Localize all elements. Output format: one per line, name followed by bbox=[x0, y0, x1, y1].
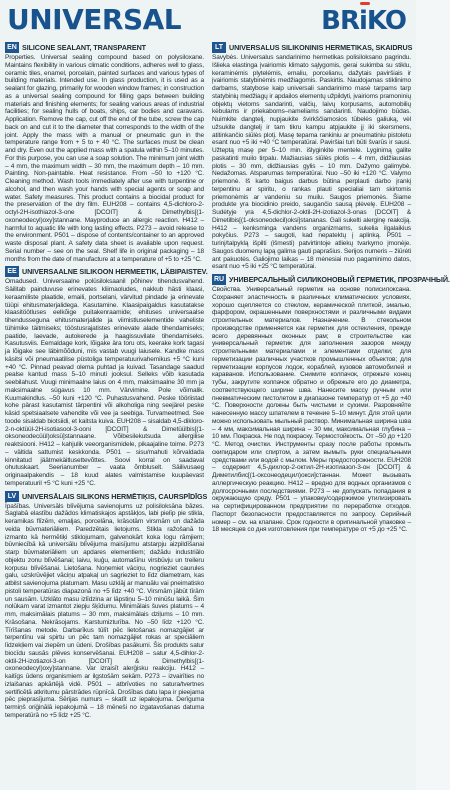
section-title: UNIVERSĀLAIS SILIKONS HERMĒTIĶIS, CAURSPĪDĪGS bbox=[22, 491, 208, 501]
section-header bbox=[212, 42, 411, 53]
language-code-badge: RU bbox=[214, 276, 225, 283]
section-title: SILICONE SEALANT, TRANSPARENT bbox=[22, 43, 146, 52]
section-text: Omadused. Universaalne polüsiloksaanil põhinev tihendusvahend. Säilitab painduvuse erinevates kliimaoludes, nakkub hästi klaasi, keraamiliste plaatide, emaili, portselani, värvitud pindade ja erinevate tüüpi ehitusmaterjalidega. Kasutamine. Klaasipaigaldus kasutatakse klaasitöötluses eelkõige puitakenraamide; ehituses universaalse tihendusseguna ehitusmaterjalide ja viimistluselementide vaheliste tühimike täitmiseks; tööstusrajatistes erinevate alade tihendamiseks; paatide, laevade, autokerede ja haagissuvilate tihendamiseks. Kasutusviis. Eemaldage kork, lõigake ära toru ots, keerake kork tagasi ja lõigake see läbimõõduni, mis vastab vuugi laiusele. Kandke mass käsitsi või pneumaatilise püstoliga temperatuurivahemikus +5 °C kuni +40 °C. Pinnad peavad olema puhtad ja kuivad. Tasandage saadud pealse kantud mass 5–10 minuti jooksul. Selleks võib kasutada seebilahust. Vuugi minimaalne laius on 4 mm, maksimaalne 30 mm ja maksimaalne sügavus 10 mm. Värvimine. Pole võimalik. Kuumakindlus. –50 kuni +120 °C. Puhastusvahend. Peske tööriistad kohe pärast kasutamist tärpentini või alkoholiga ning seejärel peske käsid spetsiaalsete vahendite või vee ja seebiga. Turvameetmed. See toode sisaldab biotsiidi, et kaitsta kuiva. EUH208 – sisaldab 4,5-dikloro-2-n-oktüül-2H-isotiasool-3-ooni [DCOIT] & Dimetüülbis[(1-oksoneodecüül)oksü]stannaane. Võibesilekutsuda allergilise reaktsiooni. H412 – kahjulik veeorganismidele, pikaajaline toime. P273 – vältida sattumist keskkonda. P501 – sisu/mahuti kõrvaldada kinnitatud jäätmekäitlusettevõttes. Soovi korral on saadaval ohutuskaart. Seerianumber – vaata õmbluselt. Säilivusaeg originaalpakendis – 18 kuud alates valmistamise kuupäevast temperatuuril +5 °C kuni +25 °C. bbox=[5, 278, 204, 487]
right-column bbox=[212, 42, 450, 784]
section-text: Īpašības. Universāls blīvējuma savienojums uz polisiloksāna bāzes. Saglabā elastību dažādos klimatiskajos apstākļos, labi pielīp pie stikla, keramikas flīzēm, emaljas, porcelāna, krāsotām virsmām un dažāda veida būvmateriāliem. Paredzētais lietojums. Stikla ražošanā to izmanto kā hermētiķi stiklojumam, galvenokārt koka logu rāmjiem; būvniecībā kā universālu blīvējuma maisījumu atstarpju aizpildīšanai starp būvmateriāliem un apdares elementiem; dažādu industriālo objektu zonu blīvēšanai; laivu, kuģu, automašīnu virsbūvju un treileru korpusu blīvēšanai. Lietošana. Noņemiet vāciņu, nogrieziet caurules galu, uzskrūvējiet vāciņu atpakaļ un sagrieziet to līdz diametram, kas atbilst savienojuma platumam. Masu uzklāj ar manuālu vai pneimatisko pistoli temperatūras diapazonā no +5 līdz +40 °C. Virsmām jābūt tīrām un sausām. Uzklāto masu izlīdzina ar lāpstiņu 5–10 minūšu laikā. Šim nolūkam varat izmantot ziepju šķīdumu. Minimālais šuves platums – 4 mm, maksimālais platums – 30 mm, maksimālais dziļums – 10 mm. Krāsošana. Nekrāsojams. Karstumizturība. No –50 līdz +120 °C. Tīrīšanas metode. Darbarīkus tūlīt pēc lietošanas nomazgājiet ar terpentīnu vai spirtu un pēc tam nomazgājiet rokas ar speciāliem līdzekļiem vai ziepēm un ūdeni. Drošības pasākumi. Šis produkts satur biocīdu sausās plēves konservēšanai. EUH208 – satur 4,5-dihlor-2-oktil-2H-izotiazol-3-on [DCOIT] & Dimethylbis[(1-oxoneodecyl)oxy]stannane. Var izraisīt alerģisku reakciju. H412 – kaitīgs ūdens organismiem ar ilgstošām sekām. P273 – izvairīties no izlaišanas apkārtējā vidē. P501 – atbrīvoties no satura/tvertnes sertificētā atkritumu pārstrādes rūpnīcā. Drošības datu lapa ir pieejama pēc pieprasījuma. Sērijas numurs – skatīt uz iepakojuma. Derīguma termiņš oriģinālā iepakojumā – 18 mēneši no izgatavošanas datuma temperatūrā no +5 līdz +25 °C. bbox=[5, 502, 204, 719]
language-code-badge: EN bbox=[5, 42, 19, 53]
language-code-badge: EE bbox=[5, 266, 19, 277]
section-lt bbox=[212, 42, 411, 271]
logo-accent-icon bbox=[360, 2, 370, 5]
brand-logo: BRiKO bbox=[321, 6, 406, 36]
language-code-badge: LT bbox=[212, 42, 226, 53]
language-code-badge: LV bbox=[5, 491, 19, 502]
section-header bbox=[5, 266, 208, 277]
section-header bbox=[212, 274, 450, 285]
section-header bbox=[5, 491, 208, 502]
left-column bbox=[5, 42, 208, 784]
section-ru bbox=[212, 274, 450, 534]
section-text: Savybės. Universalus sandarinimo hermetikas polisiloksano pagrindu. Išlieka elastinga įvairiomis klimato sąlygomis, gerai sukimba su stiklu, keraminėmis plytelėmis, emaliu, porcelianu, dažytais paviršiais ir įvairiomis statybinėmis medžiagomis. Paskirtis. Naudojamas stiklinimo darbams, statybose kaip universali sandarinimo masė tarpams tarp statybinių medžiagų ir apdailos elementų užpildyti, įvairioms pramoninių objektų vietoms sandarinti, valčių, laivų korpusams, automobilių kėbulams ir priekaboms–nameliams sandarinti. Naudojimo būdas. Nuimkite dangtelį, nupjaukite švirkščiamosios tūbelės galiuką, vėl užsukite dangtelį ir tam tikru kampu atpjaukite jį iki skersmens, atitinkančio siūlės plotį. Masę tepama rankiniu ar pneumatiniu pistoletu esant nuo +5 iki +40 °C temperatūrai. Paviršiai turi būti švarūs ir sausi. Užteptą masę per 5–10 min. išlyginkite mentele. Lyginimą galite paskatinti muilo tirpalu. Mažiausias siūlės plotis – 4 mm, didžiausias plotis – 30 mm, didžiausias gylis – 10 mm. Dažymo galimybė. Nedažomas. Atsparumas temperatūrai. Nuo –50 iki +120 °C. Valymo priemonė. Iš karto baigus darbus būtina perplauti darbo įrankį terpentinu ar spiritu, o rankas plauti specialiai tam skirtomis priemonėmis ar vandeniu su muilu. Saugos priemonės. Šiame produkte yra biocidinio preido, saugančio sausą plėvelę. EUH208 – Sudėtyje yra 4,5-dichlor-2-oktil-2H-izotiazol-3-onas [DCOIT] & Dimetilbis[(1-oksoneodecil)oksi]stananas. Gali sukelti alerginę reakciją. H412 – kenksminga vandens organizmams, sukelia ilgalaikius pokyčius. P273 – saugoti, kad nepatektų į aplinką. P501 – turinį/talpyklą išpilti (išmesti) patvirtintoje atliekų tvarkymo įmonėje. Saugos duomenų lapą galima gauti paprašius. Serijos numeris – žiūrėti ant pakuotės. Galiojimo laikas – 18 mėnesiai nuo pagaminimo datos, esant nuo +5 iki +25 °C temperatūrai. bbox=[212, 54, 411, 271]
section-title: UNIVERSALUS SILIKONINIS HERMETIKAS, SKAIDRUS bbox=[229, 43, 413, 52]
product-title: UNIVERSAL bbox=[7, 3, 182, 36]
section-ee bbox=[5, 266, 208, 487]
label-header bbox=[0, 0, 416, 40]
section-lv bbox=[5, 491, 208, 720]
section-text: Properties. Universal sealing compound based on polysiloxane. Maintains flexibility in various climatic conditions, adheres well to glass, ceramic tiles, enamel, porcelain, painted surfaces and various types of building materials. Intended use. In glass production, it is used as a sealant for glazing, primarily for wooden window frames; in construction as a universal sealing compound for filling gaps between building materials and finishing elements; for sealing various areas of industrial facilities; for sealing hulls of boats, ships, car bodies and caravans. Application. Remove the cap, cut off the end of the tube, screw the cap back on and cut it to the diameter that corresponds to the width of the joint. Apply the mass with a manual or pneumatic gun in the temperature range from + 5 to + 40 °C. The surfaces must be clean and dry. Even out the applied mass with a spatula within 5–10 minutes. For this purpose, you can use a soap solution. The minimum joint width – 4 mm, the maximum width – 30 mm, the maximum depth – 10 mm. Painting. Non-paintable. Heat resistance. From –50 to +120 °C. Cleaning method. Wash tools immediately after use with turpentine or alcohol, and then wash your hands with special agents or soap and water. Safety measures. This product contains a biocidal product for the preservation of the dry film. EUH208 – contains 4,5-dichloro-2-octyl-2H-isothiazol-3-one [DCOIT] & Dimethylbis[(1-oxoneodecyl)oxy]stannane. Mayproduce an allergic reaction. H412 – harmful to aquatic life with long lasting effects. P273 – avoid release to the environment. P501 – dispose of contents/container to an approved waste disposal plant. A safety data sheet is available upon request. Serial number – see on the seal. Shelf life in original packaging – 18 months from the date of manufacture at a temperature of +5 to +25 °C. bbox=[5, 54, 204, 263]
section-title: UNIVERSAALNE SILIKOON HERMEETIK, LÄBIPAISTEV. bbox=[22, 267, 208, 277]
section-header bbox=[5, 42, 204, 53]
section-en bbox=[5, 42, 204, 263]
section-title: УНИВЕРСАЛЬНЫЙ СИЛИКОНОВЫЙ ГЕРМЕТИК, ПРОЗРАЧНЫЙ. bbox=[229, 275, 450, 284]
section-text: Свойства. Универсальный герметик на основе полисилоксана. Сохраняет эластичность в различных климатических условиях, хорошо сцепляется со стеклом, керамической плиткой, эмалью, фарфором, окрашенными поверхностями и различными видами строительных материалов. Назначение. В стекольном производстве применяется как герметик для остекления, прежде всего деревянных оконных рам; в строительстве как универсальный герметик для заполнения зазоров между строительными материалами и элементами отделки; для герметизации различных участков промышленных объектов; для герметизации корпусов лодок, кораблей, кузовов автомобилей и караванов. Использование. Снимите колпачок, отрежьте конец тубы, закрутите колпачок обратно и обрежьте его до диаметра, соответствующего ширине шва. Нанесите массу ручным или пневматическим пистолетом в диапазоне температур от +5 до +40 °C. Поверхности должны быть чистыми и сухими. Разровняйте нанесенную массу шпателем в течение 5–10 минут. Для этой цели можно использовать мыльный раствор. Минимальная ширина шва – 4 мм, максимальная ширина – 30 мм, максимальная глубина – 10 мм. Покраска. Не под покраску. Термостойкость. От –50 до +120 °C. Метод очистки. Инструменты сразу после работы промыть скипидаром или спиртом, а затем вымыть руки специальными средствами или водой с мылом. Меры предосторожности. EUH208 – содержит 4,5-дихлор-2-октил-2Н-изотиазол-3-он [DCOIT] & Диметилбис[(1-оксонеодецил)окси]станнан. Может вызывать аллергическую реакцию. H412 – вредно для водных организмов с долгосрочными последствиями. P273 – не допускать попадания в окружающую среду. P501 – упаковку/содержимое утилизировать на сертифицированном предприятии по переработке отходов. Паспорт безопасности предоставляется по запросу. Серийный номер – см. на клапане. Срок годности в оригинальной упаковке – 18 месяцев со дня изготовления при температуре от +5 до +25 °C. bbox=[212, 286, 411, 534]
